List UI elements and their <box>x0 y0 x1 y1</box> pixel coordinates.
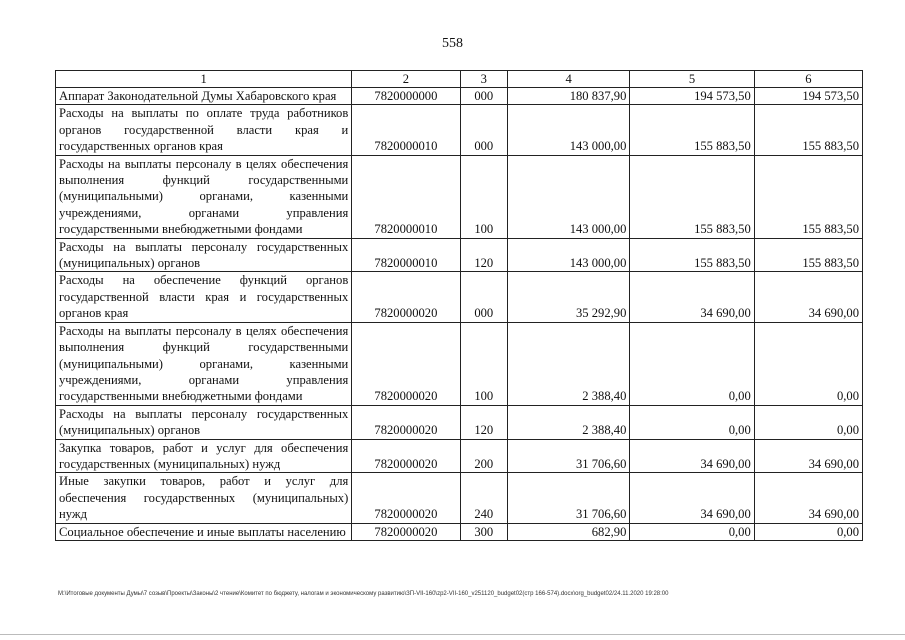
target-code: 7820000010 <box>352 105 460 155</box>
target-code: 7820000000 <box>352 88 460 105</box>
amount-col-6: 34 690,00 <box>754 272 862 322</box>
expense-type-code: 100 <box>460 322 508 405</box>
amount-col-4: 180 837,90 <box>508 88 630 105</box>
target-code: 7820000020 <box>352 322 460 405</box>
amount-col-6: 194 573,50 <box>754 88 862 105</box>
amount-col-4: 31 706,60 <box>508 439 630 473</box>
column-header-3: 3 <box>460 71 508 88</box>
expense-type-code: 240 <box>460 473 508 523</box>
scan-edge-divider <box>0 634 905 635</box>
page-number: 558 <box>442 36 463 51</box>
expense-name: Расходы на выплаты персоналу в целях обеспечения выполнения функций государственными (муниципальными) органами, казенными учреждениями, органами управления государственными внебюджетными фондами <box>56 155 352 238</box>
target-code: 7820000010 <box>352 238 460 272</box>
amount-col-4: 2 388,40 <box>508 322 630 405</box>
column-header-2: 2 <box>352 71 460 88</box>
amount-col-6: 0,00 <box>754 322 862 405</box>
table-row <box>56 238 863 272</box>
expense-type-code: 000 <box>460 105 508 155</box>
expense-type-code: 120 <box>460 405 508 439</box>
amount-col-5: 155 883,50 <box>630 105 754 155</box>
table-row <box>56 473 863 523</box>
amount-col-5: 155 883,50 <box>630 238 754 272</box>
amount-col-4: 143 000,00 <box>508 155 630 238</box>
expense-name: Иные закупки товаров, работ и услуг для обеспечения государственных (муниципальных) нужд <box>56 473 352 523</box>
amount-col-5: 34 690,00 <box>630 272 754 322</box>
target-code: 7820000020 <box>352 272 460 322</box>
target-code: 7820000020 <box>352 439 460 473</box>
table-row <box>56 105 863 155</box>
amount-col-4: 143 000,00 <box>508 238 630 272</box>
expense-type-code: 300 <box>460 523 508 540</box>
column-header-1: 1 <box>56 71 352 88</box>
expense-name: Расходы на выплаты персоналу в целях обеспечения выполнения функций государственными (муниципальными) органами, казенными учреждениями, органами управления государственными внебюджетными фондами <box>56 322 352 405</box>
column-header-6: 6 <box>754 71 862 88</box>
amount-col-4: 143 000,00 <box>508 105 630 155</box>
amount-col-6: 0,00 <box>754 405 862 439</box>
expense-type-code: 100 <box>460 155 508 238</box>
table-row <box>56 272 863 322</box>
expense-name: Расходы на обеспечение функций органов государственной власти края и государственных органов края <box>56 272 352 322</box>
amount-col-6: 34 690,00 <box>754 439 862 473</box>
target-code: 7820000020 <box>352 523 460 540</box>
amount-col-5: 155 883,50 <box>630 155 754 238</box>
expense-name: Расходы на выплаты по оплате труда работников органов государственной власти края и государственных органов края <box>56 105 352 155</box>
amount-col-5: 0,00 <box>630 523 754 540</box>
expense-name: Закупка товаров, работ и услуг для обеспечения государственных (муниципальных) нужд <box>56 439 352 473</box>
amount-col-4: 682,90 <box>508 523 630 540</box>
amount-col-5: 194 573,50 <box>630 88 754 105</box>
amount-col-6: 155 883,50 <box>754 238 862 272</box>
expense-type-code: 200 <box>460 439 508 473</box>
amount-col-5: 34 690,00 <box>630 473 754 523</box>
expense-type-code: 000 <box>460 88 508 105</box>
column-header-5: 5 <box>630 71 754 88</box>
table-row <box>56 322 863 405</box>
target-code: 7820000020 <box>352 405 460 439</box>
expense-name: Расходы на выплаты персоналу государственных (муниципальных) органов <box>56 405 352 439</box>
expense-type-code: 000 <box>460 272 508 322</box>
expense-name: Социальное обеспечение и иные выплаты населению <box>56 523 352 540</box>
expense-name: Аппарат Законодательной Думы Хабаровского края <box>56 88 352 105</box>
table-row <box>56 88 863 105</box>
target-code: 7820000020 <box>352 473 460 523</box>
amount-col-5: 34 690,00 <box>630 439 754 473</box>
amount-col-4: 31 706,60 <box>508 473 630 523</box>
column-number-row <box>56 71 863 88</box>
amount-col-4: 35 292,90 <box>508 272 630 322</box>
amount-col-6: 155 883,50 <box>754 105 862 155</box>
table-row <box>56 155 863 238</box>
amount-col-6: 155 883,50 <box>754 155 862 238</box>
amount-col-4: 2 388,40 <box>508 405 630 439</box>
document-file-path: M:\Итоговые документы Думы\7 созыв\Проекты\Законы\2 чтение\Комитет по бюджету, налогам и экономическому развитию\ЗП-VII-160\zp2-VII-160_v251120_budget02(стр 166-574).docx\org_budget02/24.11.2020 19:28:00 <box>58 591 669 597</box>
amount-col-5: 0,00 <box>630 322 754 405</box>
amount-col-6: 34 690,00 <box>754 473 862 523</box>
amount-col-6: 0,00 <box>754 523 862 540</box>
target-code: 7820000010 <box>352 155 460 238</box>
table-row <box>56 405 863 439</box>
table-row <box>56 439 863 473</box>
expense-name: Расходы на выплаты персоналу государственных (муниципальных) органов <box>56 238 352 272</box>
expense-type-code: 120 <box>460 238 508 272</box>
budget-table <box>55 70 863 541</box>
column-header-4: 4 <box>508 71 630 88</box>
amount-col-5: 0,00 <box>630 405 754 439</box>
table-row <box>56 523 863 540</box>
